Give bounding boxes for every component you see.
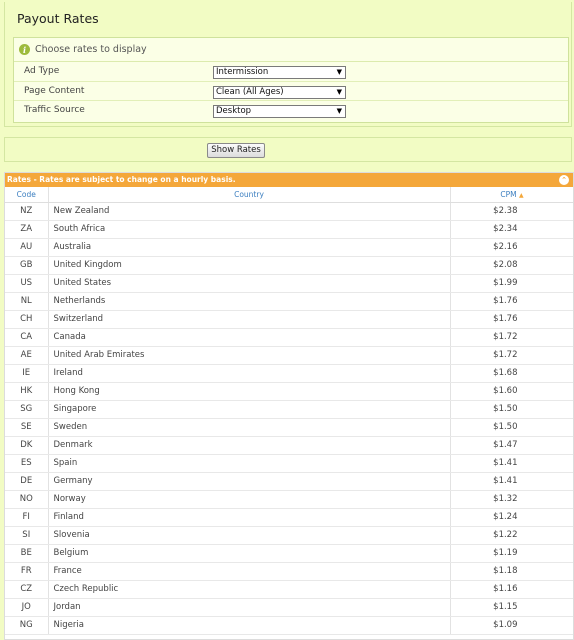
- table-row: [5, 562, 574, 580]
- action-bar: [4, 137, 572, 162]
- table-row: [5, 346, 574, 364]
- show-rates-button[interactable]: Show Rates: [207, 143, 265, 158]
- cell-cpm: $2.34: [450, 220, 574, 238]
- cell-country: United Kingdom: [48, 256, 450, 274]
- cell-country: Czech Republic: [48, 580, 450, 598]
- cell-cpm: $1.72: [450, 346, 574, 364]
- cell-code: FI: [5, 508, 48, 526]
- table-row: [5, 364, 574, 382]
- table-header-row: [5, 187, 574, 202]
- cell-country: Jordan: [48, 598, 450, 616]
- cell-code: IE: [5, 364, 48, 382]
- table-row: [5, 220, 574, 238]
- cell-code: ES: [5, 454, 48, 472]
- info-icon: i: [19, 44, 30, 55]
- cell-cpm: $1.68: [450, 364, 574, 382]
- cell-cpm: $1.15: [450, 598, 574, 616]
- filters-heading-text: Choose rates to display: [35, 44, 147, 55]
- cell-code: CH: [5, 310, 48, 328]
- table-row: [5, 454, 574, 472]
- cell-code: SI: [5, 526, 48, 544]
- table-row: [5, 508, 574, 526]
- cell-cpm: $1.60: [450, 382, 574, 400]
- cell-code: CA: [5, 328, 48, 346]
- cell-code: GB: [5, 256, 48, 274]
- column-header-cpm-label: CPM: [500, 189, 517, 199]
- cell-country: Hong Kong: [48, 382, 450, 400]
- page-content-label: Page Content: [24, 85, 85, 96]
- cell-cpm: $1.09: [450, 616, 574, 634]
- cell-country: Norway: [48, 490, 450, 508]
- cell-cpm: $1.50: [450, 418, 574, 436]
- column-header-code[interactable]: Code: [5, 187, 48, 202]
- column-header-country[interactable]: Country: [48, 187, 450, 202]
- table-row: [5, 490, 574, 508]
- table-row: [5, 472, 574, 490]
- filter-row-traffic-source: [14, 101, 568, 121]
- ad-type-value: Intermission: [216, 67, 269, 77]
- cell-code: FR: [5, 562, 48, 580]
- cell-cpm: $2.08: [450, 256, 574, 274]
- cell-country: Sweden: [48, 418, 450, 436]
- cell-country: Spain: [48, 454, 450, 472]
- ad-type-select[interactable]: [213, 66, 346, 79]
- table-row: [5, 256, 574, 274]
- table-row: [5, 526, 574, 544]
- cell-code: BE: [5, 544, 48, 562]
- collapse-icon[interactable]: ⌃: [559, 175, 569, 185]
- traffic-source-value: Desktop: [216, 106, 252, 116]
- page-content-select[interactable]: [213, 86, 346, 99]
- cell-code: HK: [5, 382, 48, 400]
- cell-cpm: $1.22: [450, 526, 574, 544]
- cell-code: JO: [5, 598, 48, 616]
- table-row: [5, 328, 574, 346]
- cell-country: Canada: [48, 328, 450, 346]
- cell-cpm: $1.18: [450, 562, 574, 580]
- cell-country: Netherlands: [48, 292, 450, 310]
- table-row: [5, 238, 574, 256]
- cell-country: South Africa: [48, 220, 450, 238]
- dropdown-arrow-icon: ▼: [336, 87, 342, 96]
- table-row: [5, 274, 574, 292]
- dropdown-arrow-icon: ▼: [336, 107, 342, 115]
- cell-cpm: $1.99: [450, 274, 574, 292]
- rates-table: [5, 187, 574, 635]
- page-content-value: Clean (All Ages): [216, 86, 284, 97]
- rates-table-body: [5, 202, 574, 634]
- cell-code: CZ: [5, 580, 48, 598]
- cell-country: France: [48, 562, 450, 580]
- cell-country: Nigeria: [48, 616, 450, 634]
- cell-cpm: $1.41: [450, 472, 574, 490]
- cell-cpm: $1.19: [450, 544, 574, 562]
- cell-country: Switzerland: [48, 310, 450, 328]
- cell-code: NO: [5, 490, 48, 508]
- cell-country: Australia: [48, 238, 450, 256]
- cell-cpm: $1.76: [450, 292, 574, 310]
- cell-code: AE: [5, 346, 48, 364]
- table-row: [5, 310, 574, 328]
- cell-country: Ireland: [48, 364, 450, 382]
- column-header-cpm[interactable]: [450, 187, 574, 202]
- cell-code: SE: [5, 418, 48, 436]
- cell-country: Finland: [48, 508, 450, 526]
- sort-icon: ▲: [519, 191, 524, 199]
- cell-code: ZA: [5, 220, 48, 238]
- table-row: [5, 202, 574, 220]
- cell-code: NL: [5, 292, 48, 310]
- cell-code: DE: [5, 472, 48, 490]
- table-row: [5, 580, 574, 598]
- traffic-source-select[interactable]: [213, 105, 346, 118]
- cell-country: United Arab Emirates: [48, 346, 450, 364]
- dropdown-arrow-icon: ▼: [336, 68, 342, 76]
- table-row: [5, 544, 574, 562]
- cell-country: United States: [48, 274, 450, 292]
- cell-code: DK: [5, 436, 48, 454]
- table-row: [5, 616, 574, 634]
- cell-code: AU: [5, 238, 48, 256]
- cell-country: Singapore: [48, 400, 450, 418]
- cell-code: US: [5, 274, 48, 292]
- cell-cpm: $2.16: [450, 238, 574, 256]
- cell-cpm: $1.47: [450, 436, 574, 454]
- cell-country: New Zealand: [48, 202, 450, 220]
- cell-code: NG: [5, 616, 48, 634]
- cell-code: SG: [5, 400, 48, 418]
- table-row: [5, 382, 574, 400]
- cell-country: Denmark: [48, 436, 450, 454]
- payout-rates-panel: [4, 2, 572, 127]
- cell-cpm: $1.50: [450, 400, 574, 418]
- rates-notice: Rates - Rates are subject to change on a hourly basis.: [7, 175, 236, 184]
- page-title: Payout Rates: [17, 11, 99, 26]
- table-row: [5, 292, 574, 310]
- rates-notice-bar: [5, 173, 573, 187]
- filter-row-page-content: [14, 82, 568, 102]
- cell-cpm: $2.38: [450, 202, 574, 220]
- traffic-source-label: Traffic Source: [24, 105, 85, 115]
- cell-cpm: $1.16: [450, 580, 574, 598]
- filters-heading: [14, 38, 568, 62]
- cell-code: NZ: [5, 202, 48, 220]
- cell-country: Slovenia: [48, 526, 450, 544]
- rates-panel: [4, 172, 574, 640]
- cell-cpm: $1.41: [450, 454, 574, 472]
- filter-row-ad-type: [14, 62, 568, 82]
- cell-cpm: $1.76: [450, 310, 574, 328]
- cell-country: Germany: [48, 472, 450, 490]
- ad-type-label: Ad Type: [24, 66, 60, 76]
- table-row: [5, 400, 574, 418]
- filters-box: [13, 37, 569, 123]
- cell-country: Belgium: [48, 544, 450, 562]
- table-row: [5, 436, 574, 454]
- cell-cpm: $1.24: [450, 508, 574, 526]
- cell-cpm: $1.72: [450, 328, 574, 346]
- table-row: [5, 418, 574, 436]
- cell-cpm: $1.32: [450, 490, 574, 508]
- table-row: [5, 598, 574, 616]
